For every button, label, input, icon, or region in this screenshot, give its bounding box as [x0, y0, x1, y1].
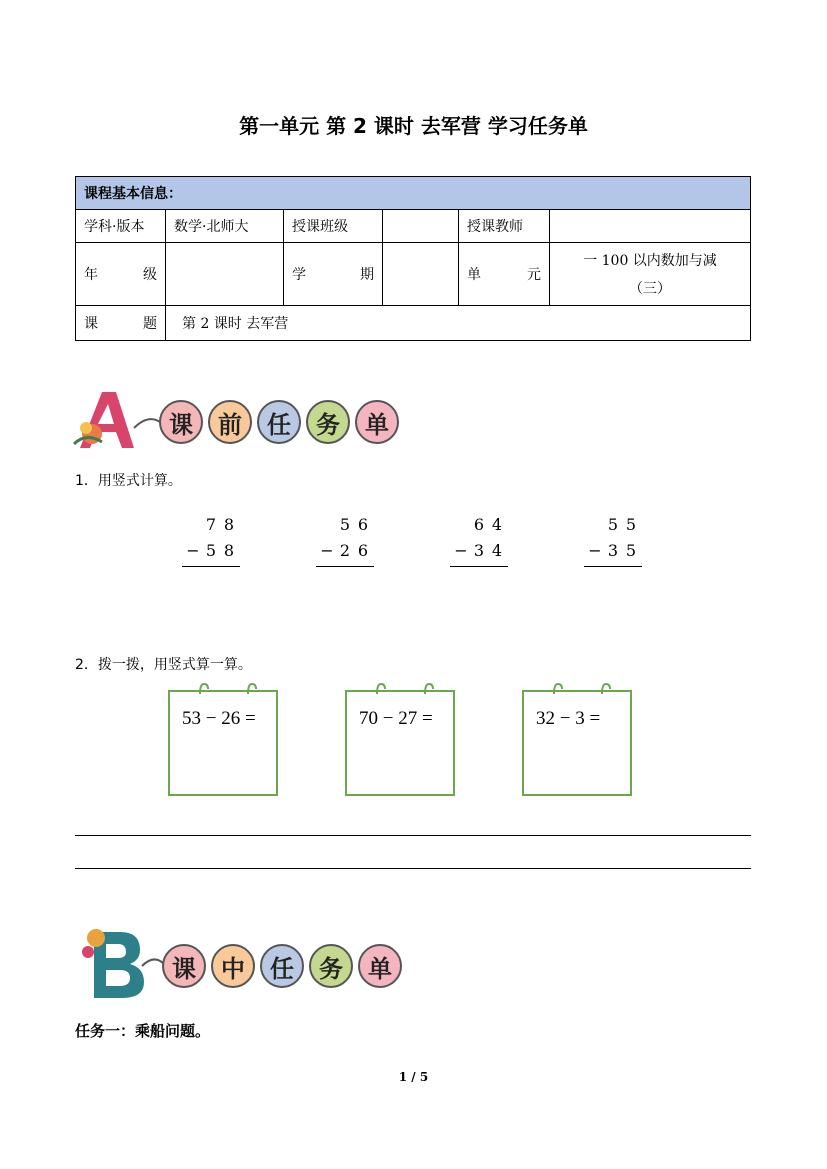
grade-label [76, 243, 166, 306]
digit: 4 [491, 541, 503, 560]
section-b-bead-4: 单 [358, 944, 402, 988]
digit: 3 [607, 541, 619, 560]
section-b-bead-1: 中 [211, 944, 255, 988]
teacher-value [550, 210, 751, 243]
digit: 4 [491, 515, 503, 534]
section-b-bead-0: 课 [162, 944, 206, 988]
class-value [383, 210, 459, 243]
grade-value [166, 243, 284, 306]
unit-value [550, 243, 751, 306]
question-2: 2．拨一拨，用竖式算一算。 [75, 657, 252, 673]
minus-sign: − [320, 541, 334, 560]
digit: 6 [357, 541, 369, 560]
class-label: 授课班级 [284, 210, 383, 243]
task-1: 任务一：乘船问题。 [75, 1022, 211, 1040]
abacus-card-0 [168, 690, 278, 796]
sum-line [182, 566, 240, 567]
answer-line-2 [75, 868, 751, 869]
letter-b-icon [76, 924, 166, 1002]
unit-value-line2: （三） [629, 281, 671, 297]
topic-label [76, 306, 166, 341]
ring-icon [375, 682, 387, 696]
sum-line [316, 566, 374, 567]
grade-label-text: 年级 [84, 267, 157, 283]
digit: 5 [607, 515, 619, 534]
page-title: 第一单元 第 2 课时 去军营 学习任务单 [239, 114, 588, 138]
letter-a-icon [72, 388, 164, 454]
minus-sign: − [588, 541, 602, 560]
section-a-bead-0: 课 [159, 400, 203, 444]
ring-icon [600, 682, 612, 696]
ring-icon [198, 682, 210, 696]
answer-line-1 [75, 835, 751, 836]
minus-sign: − [186, 541, 200, 560]
vertical-problem-2 [446, 512, 506, 567]
abacus-card-1 [345, 690, 455, 796]
subject-label: 学科·版本 [76, 210, 166, 243]
digit: 2 [339, 541, 351, 560]
abacus-card-2 [522, 690, 632, 796]
topic-value: 第 2 课时 去军营 [166, 306, 751, 341]
section-a-bead-3: 务 [306, 400, 350, 444]
digit: 5 [625, 515, 637, 534]
subject-value: 数学·北师大 [166, 210, 284, 243]
digit: 5 [205, 541, 217, 560]
page-number: 1 / 5 [398, 1070, 429, 1084]
card-expression: 53 − 26 = [182, 708, 256, 729]
term-label-text: 学期 [292, 267, 374, 283]
term-value [383, 243, 459, 306]
card-expression: 32 − 3 = [536, 708, 601, 729]
sum-line [450, 566, 508, 567]
course-info-table [75, 176, 751, 341]
digit: 7 [205, 515, 217, 534]
minus-sign: − [454, 541, 468, 560]
digit: 8 [223, 515, 235, 534]
unit-label [459, 243, 550, 306]
digit: 6 [473, 515, 485, 534]
section-a-bead-4: 单 [355, 400, 399, 444]
digit: 8 [223, 541, 235, 560]
digit: 5 [339, 515, 351, 534]
ring-icon [552, 682, 564, 696]
unit-label-text: 单元 [467, 267, 541, 283]
ring-icon [423, 682, 435, 696]
vertical-problem-1 [312, 512, 372, 567]
digit: 3 [473, 541, 485, 560]
vertical-problem-3 [580, 512, 640, 567]
card-expression: 70 − 27 = [359, 708, 433, 729]
ring-icon [246, 682, 258, 696]
info-header: 课程基本信息： [76, 177, 751, 210]
section-a-bead-1: 前 [208, 400, 252, 444]
term-label [284, 243, 383, 306]
section-b-bead-3: 务 [309, 944, 353, 988]
section-a-bead-2: 任 [257, 400, 301, 444]
topic-label-text: 课题 [84, 316, 157, 332]
unit-value-line1: 一 100 以内数加与减 [583, 253, 717, 269]
vertical-problem-0 [178, 512, 238, 567]
digit: 6 [357, 515, 369, 534]
teacher-label: 授课教师 [459, 210, 550, 243]
section-b-bead-2: 任 [260, 944, 304, 988]
sum-line [584, 566, 642, 567]
question-1: 1．用竖式计算。 [75, 473, 182, 489]
digit: 5 [625, 541, 637, 560]
